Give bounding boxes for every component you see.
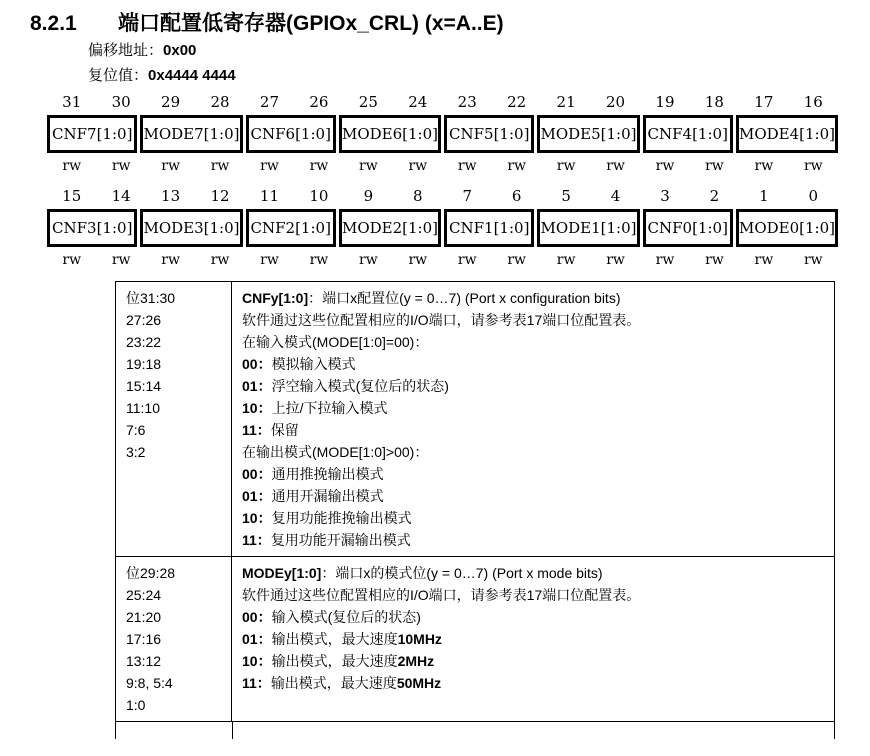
register-field-cell: MODE2[1:0]: [339, 209, 441, 247]
bit-range-line: 13:12: [126, 653, 162, 669]
access-type: rw: [606, 252, 625, 268]
register-field-cell: CNF0[1:0]: [643, 209, 733, 247]
description-line: 01：浮空输入模式(复位后的状态): [242, 378, 449, 394]
bit-number: 12: [210, 187, 230, 205]
description-line: 10：输出模式，最大速度2MHz: [242, 653, 435, 669]
register-fields-row: [47, 209, 838, 247]
access-type: rw: [62, 158, 82, 174]
bit-range-line: 21:20: [126, 609, 162, 625]
bit-number: 9: [363, 187, 374, 205]
register-field-cell: MODE1[1:0]: [537, 209, 639, 247]
access-type: rw: [556, 252, 576, 268]
bit-range-line: 15:14: [126, 378, 162, 394]
bit-number: 0: [808, 187, 819, 205]
access-type-row: [47, 247, 838, 272]
register-fields-row: [47, 115, 838, 153]
bit-range-line: 1:0: [126, 697, 146, 713]
description-line: MODEy[1:0]：端口x的模式位(y = 0…7) (Port x mode bits): [242, 565, 603, 581]
description-line: 11：输出模式，最大速度50MHz: [242, 675, 442, 691]
register-field-cell: CNF1[1:0]: [444, 209, 534, 247]
bit-range-line: 7:6: [126, 422, 146, 438]
offset-address-label: 偏移地址：: [88, 42, 164, 59]
description-row: [116, 282, 834, 557]
access-type: rw: [111, 158, 131, 174]
bit-range-line: 9:8, 5:4: [126, 675, 173, 691]
bit-range-line: 23:22: [126, 334, 162, 350]
bit-description-column: [232, 282, 834, 556]
bit-number: 3: [660, 187, 670, 205]
bit-number: 10: [309, 187, 329, 205]
description-line: 00：输入模式(复位后的状态): [242, 609, 421, 625]
bit-number: 5: [561, 187, 571, 205]
register-field-cell: MODE4[1:0]: [736, 115, 838, 153]
bit-number: 6: [511, 187, 522, 205]
bit-number: 27: [259, 93, 280, 111]
bit-numbers-row: [47, 182, 838, 209]
bit-range-line: 11:10: [126, 400, 160, 416]
reset-value-line: [88, 63, 870, 88]
bit-description-column: [232, 557, 834, 721]
access-type: rw: [359, 158, 378, 174]
access-type: rw: [260, 158, 279, 174]
access-type: rw: [457, 252, 477, 268]
access-type: rw: [606, 158, 625, 174]
description-line: 11：保留: [242, 422, 299, 438]
bit-number: 7: [462, 187, 472, 205]
bit-number: 8: [413, 187, 423, 205]
bit-range-column-stub: [116, 722, 233, 739]
access-type: rw: [161, 158, 180, 174]
bit-number: 30: [111, 93, 131, 111]
description-line: 在输入模式(MODE[1:0]=00)：: [242, 334, 429, 350]
bit-number: 24: [408, 93, 428, 111]
description-line: 00：通用推挽输出模式: [242, 466, 384, 482]
access-type: rw: [507, 158, 526, 174]
register-field-cell: CNF7[1:0]: [47, 115, 137, 153]
section-number: 8.2.1: [30, 12, 77, 35]
bit-range-line: 25:24: [126, 587, 162, 603]
register-field-cell: MODE0[1:0]: [736, 209, 838, 247]
register-field-cell: CNF2[1:0]: [246, 209, 336, 247]
bit-number: 20: [605, 93, 626, 111]
bit-number: 16: [803, 93, 823, 111]
bit-number: 15: [62, 187, 82, 205]
description-table-body: [116, 282, 834, 722]
description-line: 10：复用功能推挽输出模式: [242, 510, 412, 526]
access-type: rw: [705, 158, 724, 174]
bit-number: 1: [759, 187, 769, 205]
access-type: rw: [705, 252, 724, 268]
register-bit-table: [47, 88, 838, 178]
page-title: 端口配置低寄存器(GPIOx_CRL) (x=A..E): [118, 12, 504, 35]
bit-number: 4: [610, 187, 621, 205]
bit-number: 11: [259, 187, 280, 205]
bit-number: 19: [655, 93, 675, 111]
bit-range-line: 位31:30: [126, 290, 176, 306]
register-field-cell: CNF4[1:0]: [643, 115, 733, 153]
bit-number: 29: [161, 93, 181, 111]
access-type: rw: [408, 252, 428, 268]
access-type: rw: [655, 252, 675, 268]
bit-number: 31: [62, 93, 82, 111]
bit-number: 18: [704, 93, 724, 111]
description-line: 00：模拟输入模式: [242, 356, 356, 372]
register-bit-tables: [0, 88, 870, 272]
bit-number: 28: [210, 93, 230, 111]
access-type: rw: [754, 158, 774, 174]
bit-numbers-row: [47, 88, 838, 115]
register-field-cell: MODE6[1:0]: [339, 115, 441, 153]
bit-range-line: 3:2: [126, 444, 146, 460]
access-type: rw: [309, 252, 329, 268]
register-field-cell: MODE5[1:0]: [537, 115, 639, 153]
description-line: 10：上拉/下拉输入模式: [242, 400, 388, 416]
access-type: rw: [309, 158, 329, 174]
reset-value-label: 复位值：: [88, 67, 149, 84]
section-heading: [30, 10, 870, 38]
bit-range-line: 位29:28: [126, 565, 176, 581]
bit-number: 25: [358, 93, 378, 111]
bit-range-line: 27:26: [126, 312, 162, 328]
access-type: rw: [210, 252, 230, 268]
description-line: 11：复用功能开漏输出模式: [242, 532, 411, 548]
register-field-cell: CNF3[1:0]: [47, 209, 137, 247]
description-line: 在输出模式(MODE[1:0]>00)：: [242, 444, 429, 460]
register-field-cell: CNF6[1:0]: [246, 115, 336, 153]
access-type: rw: [161, 252, 180, 268]
access-type: rw: [359, 252, 378, 268]
offset-address-value: 0x00: [163, 42, 197, 59]
description-line: 软件通过这些位配置相应的I/O端口，请参考表17端口位配置表。: [242, 587, 641, 603]
access-type: rw: [556, 158, 576, 174]
bit-number: 17: [754, 93, 774, 111]
offset-address-line: [88, 38, 870, 63]
bit-number: 21: [556, 93, 576, 111]
description-line: CNFy[1:0]：端口x配置位(y = 0…7) (Port x configuration bits): [242, 290, 621, 306]
register-bit-table: [47, 182, 838, 272]
bit-number: 26: [309, 93, 329, 111]
access-type: rw: [655, 158, 675, 174]
access-type: rw: [803, 252, 823, 268]
bit-number: 2: [709, 187, 720, 205]
reset-value-value: 0x4444 4444: [148, 67, 236, 84]
description-row: [116, 557, 834, 722]
register-field-cell: MODE7[1:0]: [140, 115, 242, 153]
description-line: 01：通用开漏输出模式: [242, 488, 384, 504]
access-type: rw: [457, 158, 477, 174]
register-field-cell: MODE3[1:0]: [140, 209, 242, 247]
bit-number: 13: [161, 187, 181, 205]
description-table: [115, 281, 835, 739]
access-type: rw: [408, 158, 428, 174]
bit-number: 22: [507, 93, 527, 111]
bit-description-column-stub: [233, 722, 834, 739]
register-field-cell: CNF5[1:0]: [444, 115, 534, 153]
description-line: 01：输出模式，最大速度10MHz: [242, 631, 442, 647]
description-line: 软件通过这些位配置相应的I/O端口，请参考表17端口位配置表。: [242, 312, 641, 328]
access-type: rw: [803, 158, 823, 174]
access-type: rw: [507, 252, 526, 268]
bit-range-line: 19:18: [126, 356, 162, 372]
bit-range-line: 17:16: [126, 631, 162, 647]
access-type-row: [47, 153, 838, 178]
bit-range-column: [116, 282, 232, 556]
access-type: rw: [754, 252, 774, 268]
access-type: rw: [111, 252, 131, 268]
access-type: rw: [260, 252, 279, 268]
access-type: rw: [62, 252, 82, 268]
bit-number: 23: [457, 93, 477, 111]
access-type: rw: [210, 158, 230, 174]
bit-number: 14: [111, 187, 131, 205]
description-table-continuation: [116, 722, 834, 739]
bit-range-column: [116, 557, 232, 721]
